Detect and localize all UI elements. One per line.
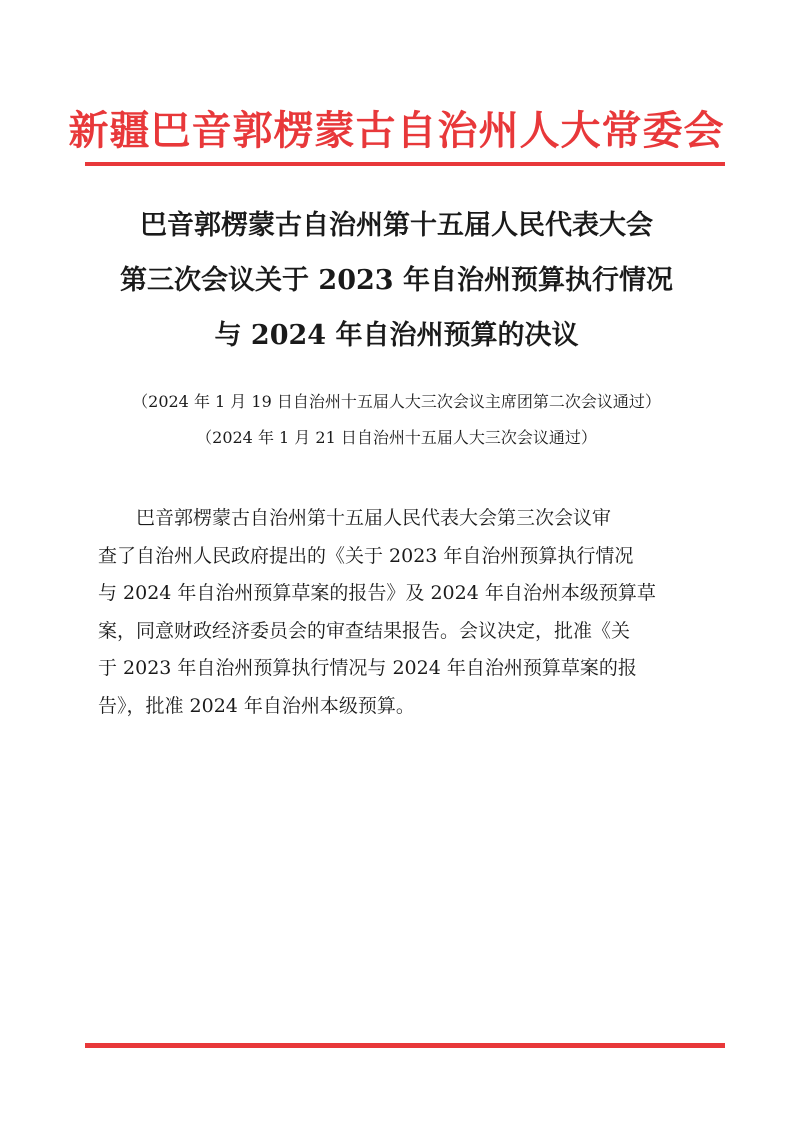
document-title (0, 198, 793, 363)
body-paragraph (98, 500, 698, 725)
footer-red-rule (85, 1043, 725, 1048)
org-header: 新疆巴音郭楞蒙古自治州人大常委会 (68, 107, 725, 154)
title-line: 与 2024 年自治州预算的决议 (214, 320, 579, 351)
body-line: 巴音郭楞蒙古自治州第十五届人民代表大会第三次会议审 (136, 507, 612, 529)
title-line: 巴音郭楞蒙古自治州第十五届人民代表大会 (140, 210, 653, 241)
body-line: 于 2023 年自治州预算执行情况与 2024 年自治州预算草案的报 (98, 657, 637, 679)
adoption-note: （2024 年 1 月 21 日自治州十五届人大三次会议通过） (196, 428, 597, 447)
body-line: 与 2024 年自治州预算草案的报告》及 2024 年自治州本级预算草 (98, 582, 656, 604)
body-line: 查了自治州人民政府提出的《关于 2023 年自治州预算执行情况 (98, 544, 634, 567)
body-line: 案，同意财政经济委员会的审查结果报告。会议决定，批准《关 (98, 619, 631, 642)
body-line: 告》，批准 2024 年自治州本级预算。 (98, 694, 415, 717)
header-red-rule (85, 162, 725, 166)
adoption-note: （2024 年 1 月 19 日自治州十五届人大三次会议主席团第二次会议通过） (132, 392, 661, 411)
adoption-notes (0, 384, 793, 456)
title-line: 第三次会议关于 2023 年自治州预算执行情况 (120, 265, 673, 296)
